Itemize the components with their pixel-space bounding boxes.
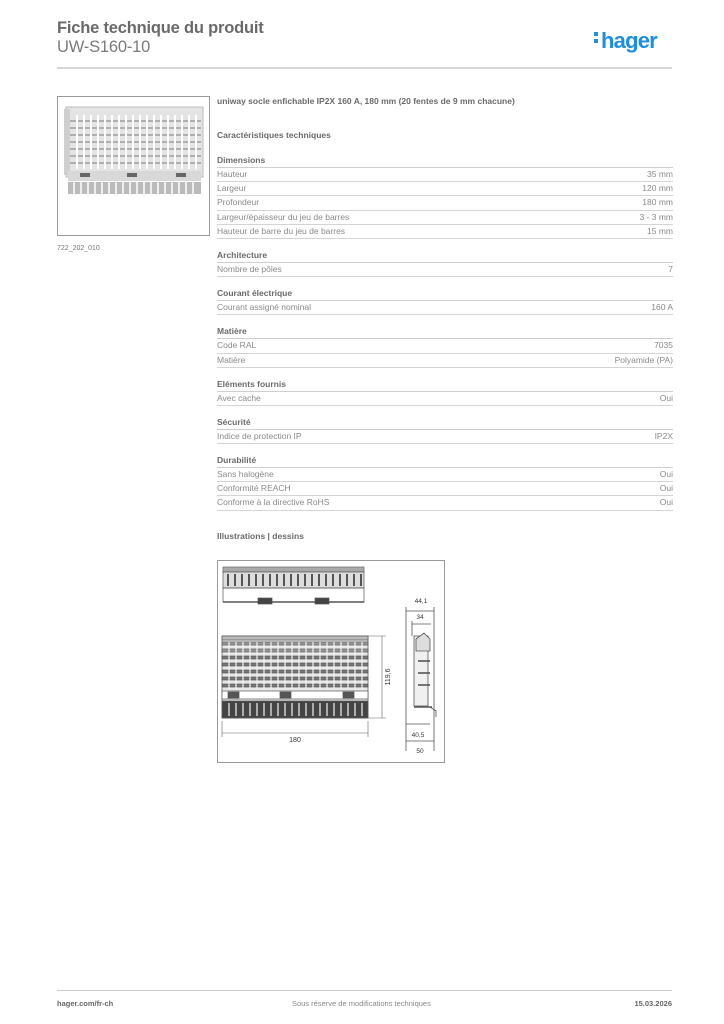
- dim-side-bottom-outer: 50: [416, 748, 424, 755]
- footer-divider: [57, 990, 672, 991]
- spec-value: Oui: [659, 469, 673, 480]
- group-title: Matière: [217, 325, 673, 339]
- spec-row: [217, 339, 673, 353]
- spec-row: [217, 301, 673, 315]
- spec-label: Largeur/épaisseur du jeu de barres: [217, 211, 350, 222]
- dimension-drawing: [218, 561, 444, 762]
- spec-group-courant: [217, 287, 673, 315]
- spec-value: 120 mm: [642, 183, 673, 194]
- group-title: Durabilité: [217, 454, 673, 468]
- footer-disclaimer: Sous réserve de modifications techniques: [292, 999, 431, 1008]
- dim-side-top-inner: 34: [416, 614, 424, 621]
- spec-label: Code RAL: [217, 340, 257, 351]
- spec-label: Conforme à la directive RoHS: [217, 497, 330, 508]
- spec-value: 7035: [654, 340, 673, 351]
- group-title: Courant électrique: [217, 287, 673, 301]
- hager-logo: [594, 28, 657, 54]
- spec-value: Oui: [659, 392, 673, 403]
- spec-row: [217, 168, 673, 182]
- spec-group-securite: [217, 416, 673, 444]
- spec-row: [217, 468, 673, 482]
- footer-website-link[interactable]: hager.com/fr-ch: [57, 999, 114, 1008]
- dim-side-top-outer: 44,1: [414, 598, 428, 605]
- technical-drawing: [217, 560, 445, 763]
- group-title: Sécurité: [217, 416, 673, 430]
- spec-row: [217, 211, 673, 225]
- spec-group-durabilite: [217, 454, 673, 511]
- spec-row: [217, 496, 673, 510]
- spec-label: Sans halogène: [217, 469, 274, 480]
- front-view: [222, 636, 368, 718]
- product-photo: [57, 96, 210, 236]
- spec-row: [217, 225, 673, 239]
- spec-row: [217, 354, 673, 368]
- spec-label: Hauteur: [217, 169, 248, 179]
- spec-value: 180 mm: [642, 197, 673, 208]
- spec-value: Polyamide (PA): [614, 354, 673, 365]
- spec-label: Hauteur de barre du jeu de barres: [217, 225, 346, 236]
- spec-value: 35 mm: [647, 169, 673, 179]
- spec-label: Indice de protection IP: [217, 430, 302, 441]
- spec-row: [217, 482, 673, 496]
- spec-label: Largeur: [217, 183, 247, 194]
- spec-group-matiere: [217, 325, 673, 367]
- footer-date: 15.03.2026: [634, 999, 672, 1008]
- dim-side-bottom-inner: 40,5: [411, 732, 425, 739]
- spec-row: [217, 263, 673, 277]
- spec-group-elements-fournis: [217, 378, 673, 406]
- spec-value: 3 - 3 mm: [639, 211, 673, 222]
- spec-group-architecture: [217, 249, 673, 277]
- dim-height-label: 119,6: [385, 668, 392, 686]
- group-title: Architecture: [217, 249, 673, 263]
- illustrations-title: Illustrations | dessins: [217, 530, 304, 541]
- spec-content: [217, 96, 673, 545]
- logo-text: hager: [601, 28, 657, 53]
- header-divider: [57, 67, 672, 69]
- spec-value: 7: [668, 263, 673, 274]
- spec-row: [217, 430, 673, 444]
- spec-row: [217, 182, 673, 196]
- spec-label: Avec cache: [217, 392, 261, 403]
- spec-value: 15 mm: [647, 225, 673, 236]
- logo-dots-icon: [594, 29, 599, 46]
- group-title: Eléments fournis: [217, 378, 673, 392]
- spec-label: Profondeur: [217, 197, 260, 208]
- spec-label: Matière: [217, 354, 246, 365]
- tech-section-title: Caractéristiques techniques: [217, 130, 331, 140]
- spec-row: [217, 392, 673, 406]
- side-view: [406, 607, 436, 751]
- spec-label: Courant assigné nominal: [217, 302, 312, 313]
- top-view: [223, 567, 364, 604]
- spec-group-dimensions: [217, 154, 673, 239]
- page-title: Fiche technique du produit: [57, 19, 264, 37]
- spec-value: Oui: [659, 483, 673, 494]
- photo-caption: 722_202_010: [57, 245, 100, 252]
- spec-value: IP2X: [654, 430, 673, 441]
- group-title: Dimensions: [217, 154, 673, 168]
- product-photo-illustration: [58, 97, 209, 235]
- spec-row: [217, 196, 673, 210]
- product-description: uniway socle enfichable IP2X 160 A, 180 mm (20 fentes de 9 mm chacune): [217, 96, 515, 106]
- spec-value: 160 A: [651, 302, 673, 313]
- product-reference: UW-S160-10: [57, 38, 151, 56]
- dim-width-label: 180: [289, 737, 301, 744]
- spec-label: Conformité REACH: [217, 483, 291, 494]
- spec-value: Oui: [659, 497, 673, 508]
- spec-label: Nombre de pôles: [217, 263, 282, 274]
